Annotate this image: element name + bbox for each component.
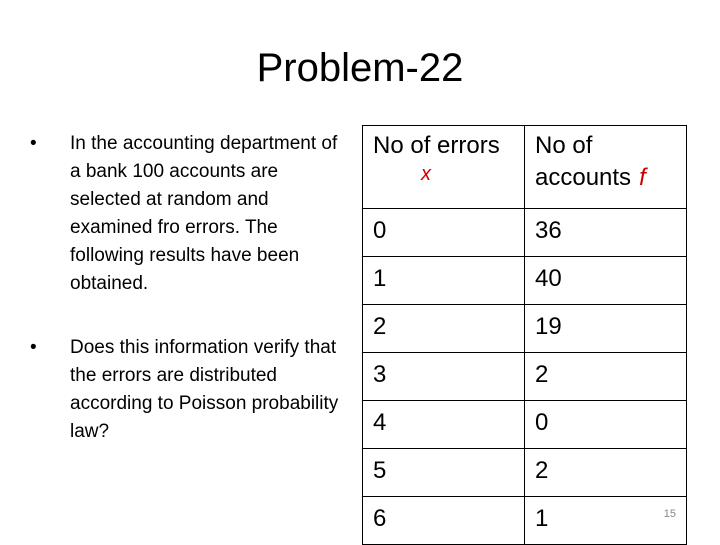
errors-cell: 4: [363, 401, 525, 449]
bullet-list: [30, 130, 348, 446]
header-accounts: [525, 126, 687, 209]
errors-cell: 6: [363, 497, 525, 545]
page-number: 15: [663, 508, 676, 520]
table-row: [363, 305, 687, 353]
header-errors-label: No of errors: [373, 132, 500, 159]
errors-cell: 2: [363, 305, 525, 353]
errors-cell: 0: [363, 209, 525, 257]
header-errors: [363, 126, 525, 209]
bullet-text: In the accounting department of a bank 100 accounts are selected at random and examined fro errors. The following results have been obtained.: [70, 133, 338, 294]
table-row: [363, 209, 687, 257]
accounts-cell: 19: [525, 305, 687, 353]
accounts-cell: 36: [525, 209, 687, 257]
variable-x-symbol: x: [421, 163, 431, 185]
errors-cell: 1: [363, 257, 525, 305]
table-row: [363, 353, 687, 401]
frequency-table: [362, 125, 687, 545]
bullet-marker: •: [30, 337, 37, 358]
variable-f-symbol: f: [639, 164, 646, 191]
accounts-cell: 2: [525, 353, 687, 401]
bullet-item: [30, 334, 348, 446]
accounts-cell: 0: [525, 401, 687, 449]
table-header-row: [363, 126, 687, 209]
table-row: [363, 401, 687, 449]
bullet-marker: •: [30, 133, 37, 154]
table-row: [363, 257, 687, 305]
slide-title: Problem-22: [256, 46, 464, 90]
header-accounts-label: No of accounts: [535, 132, 632, 191]
bullet-text: Does this information verify that the errors are distributed according to Poisson probability law?: [70, 337, 339, 442]
accounts-cell: 2: [525, 449, 687, 497]
accounts-cell: 40: [525, 257, 687, 305]
accounts-cell: 1: [525, 497, 687, 545]
errors-cell: 5: [363, 449, 525, 497]
table-row: [363, 497, 687, 545]
bullet-item: [30, 130, 348, 298]
errors-cell: 3: [363, 353, 525, 401]
table-row: [363, 449, 687, 497]
